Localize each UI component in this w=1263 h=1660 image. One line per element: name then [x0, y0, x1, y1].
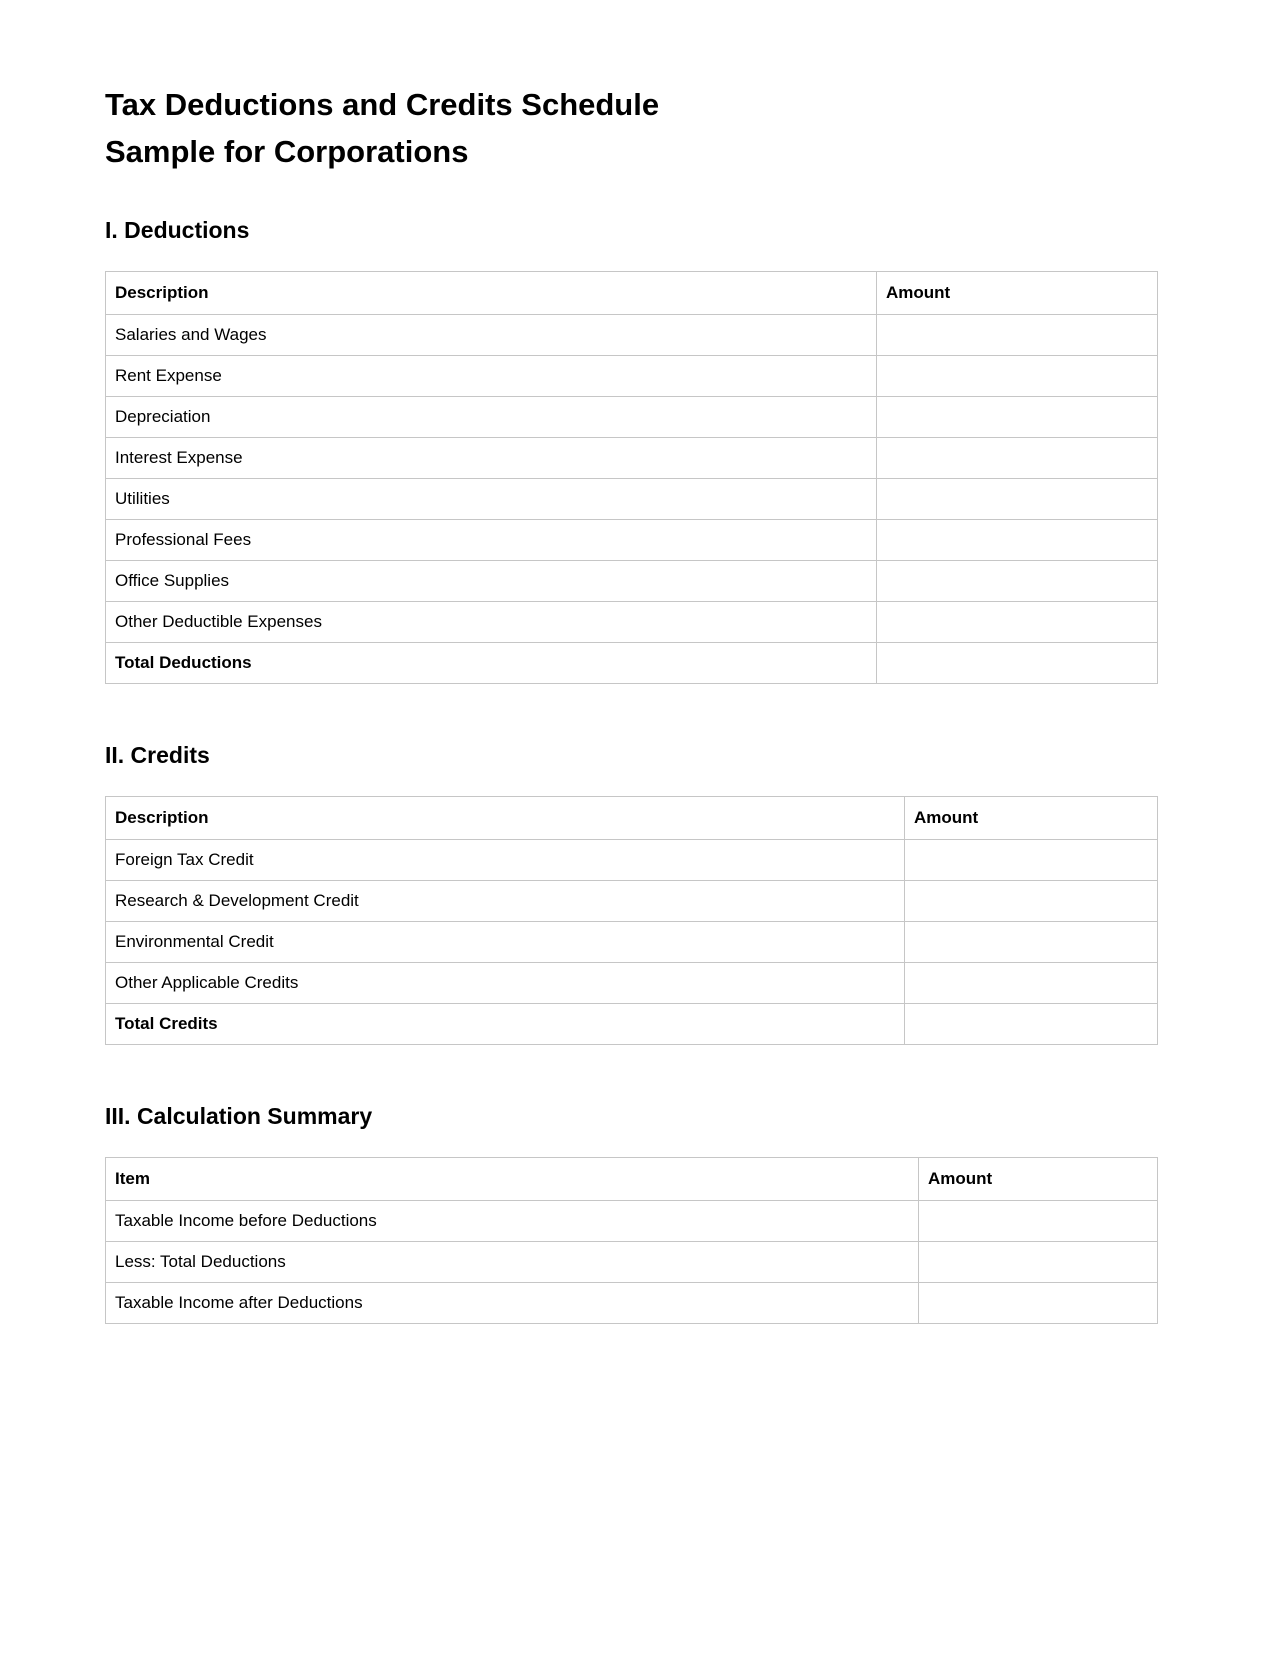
table-row: [106, 356, 1158, 397]
row-amount-cell: [905, 922, 1158, 963]
row-amount-cell: [877, 356, 1158, 397]
row-amount-cell: [919, 1242, 1158, 1283]
section-credits: [105, 742, 1157, 1045]
section-calculation-summary: [105, 1103, 1157, 1324]
credits-table: [105, 796, 1158, 1045]
row-label-cell: Interest Expense: [106, 438, 877, 479]
row-amount-cell: [877, 602, 1158, 643]
row-label-cell: Other Deductible Expenses: [106, 602, 877, 643]
row-amount-cell: [905, 881, 1158, 922]
row-label-cell: Foreign Tax Credit: [106, 840, 905, 881]
column-header-amount: Amount: [905, 797, 1158, 840]
row-amount-cell: [905, 963, 1158, 1004]
table-row: [106, 479, 1158, 520]
row-label-cell: Total Credits: [106, 1004, 905, 1045]
row-label-cell: Professional Fees: [106, 520, 877, 561]
row-label-cell: Depreciation: [106, 397, 877, 438]
row-label-cell: Salaries and Wages: [106, 315, 877, 356]
row-amount-cell: [919, 1201, 1158, 1242]
row-label-cell: Office Supplies: [106, 561, 877, 602]
row-label-cell: Other Applicable Credits: [106, 963, 905, 1004]
table-row: [106, 602, 1158, 643]
page-title-line1: Tax Deductions and Credits Schedule: [105, 87, 660, 122]
table-row: [106, 963, 1158, 1004]
table-row: [106, 438, 1158, 479]
table-row: [106, 1201, 1158, 1242]
table-row: [106, 561, 1158, 602]
deductions-table: [105, 271, 1158, 684]
section-deductions: [105, 217, 1157, 684]
table-row: [106, 1283, 1158, 1324]
table-row: [106, 840, 1158, 881]
row-amount-cell: [877, 479, 1158, 520]
table-row: [106, 520, 1158, 561]
row-label-cell: Less: Total Deductions: [106, 1242, 919, 1283]
table-row: [106, 1242, 1158, 1283]
row-amount-cell: [877, 643, 1158, 684]
row-amount-cell: [919, 1283, 1158, 1324]
calculation-summary-table: [105, 1157, 1158, 1324]
table-row: [106, 881, 1158, 922]
row-label-cell: Rent Expense: [106, 356, 877, 397]
row-label-cell: Taxable Income after Deductions: [106, 1283, 919, 1324]
table-header-row: [106, 797, 1158, 840]
section-heading-credits: II. Credits: [105, 742, 210, 768]
table-header-row: [106, 272, 1158, 315]
row-label-cell: Total Deductions: [106, 643, 877, 684]
table-row: [106, 922, 1158, 963]
row-label-cell: Taxable Income before Deductions: [106, 1201, 919, 1242]
row-label-cell: Utilities: [106, 479, 877, 520]
row-amount-cell: [905, 840, 1158, 881]
row-amount-cell: [877, 520, 1158, 561]
row-label-cell: Research & Development Credit: [106, 881, 905, 922]
row-label-cell: Environmental Credit: [106, 922, 905, 963]
row-amount-cell: [877, 397, 1158, 438]
row-amount-cell: [877, 561, 1158, 602]
table-row: [106, 1004, 1158, 1045]
section-heading-calculation-summary: III. Calculation Summary: [105, 1103, 373, 1129]
row-amount-cell: [877, 438, 1158, 479]
column-header-description: Description: [106, 272, 877, 315]
table-row: [106, 315, 1158, 356]
column-header-amount: Amount: [919, 1158, 1158, 1201]
section-heading-deductions: I. Deductions: [105, 217, 250, 243]
row-amount-cell: [877, 315, 1158, 356]
row-amount-cell: [905, 1004, 1158, 1045]
column-header-amount: Amount: [877, 272, 1158, 315]
column-header-description: Description: [106, 797, 905, 840]
page-title: [105, 81, 1157, 175]
table-header-row: [106, 1158, 1158, 1201]
table-row: [106, 643, 1158, 684]
column-header-item: Item: [106, 1158, 919, 1201]
page-title-line2: Sample for Corporations: [105, 134, 469, 169]
table-row: [106, 397, 1158, 438]
